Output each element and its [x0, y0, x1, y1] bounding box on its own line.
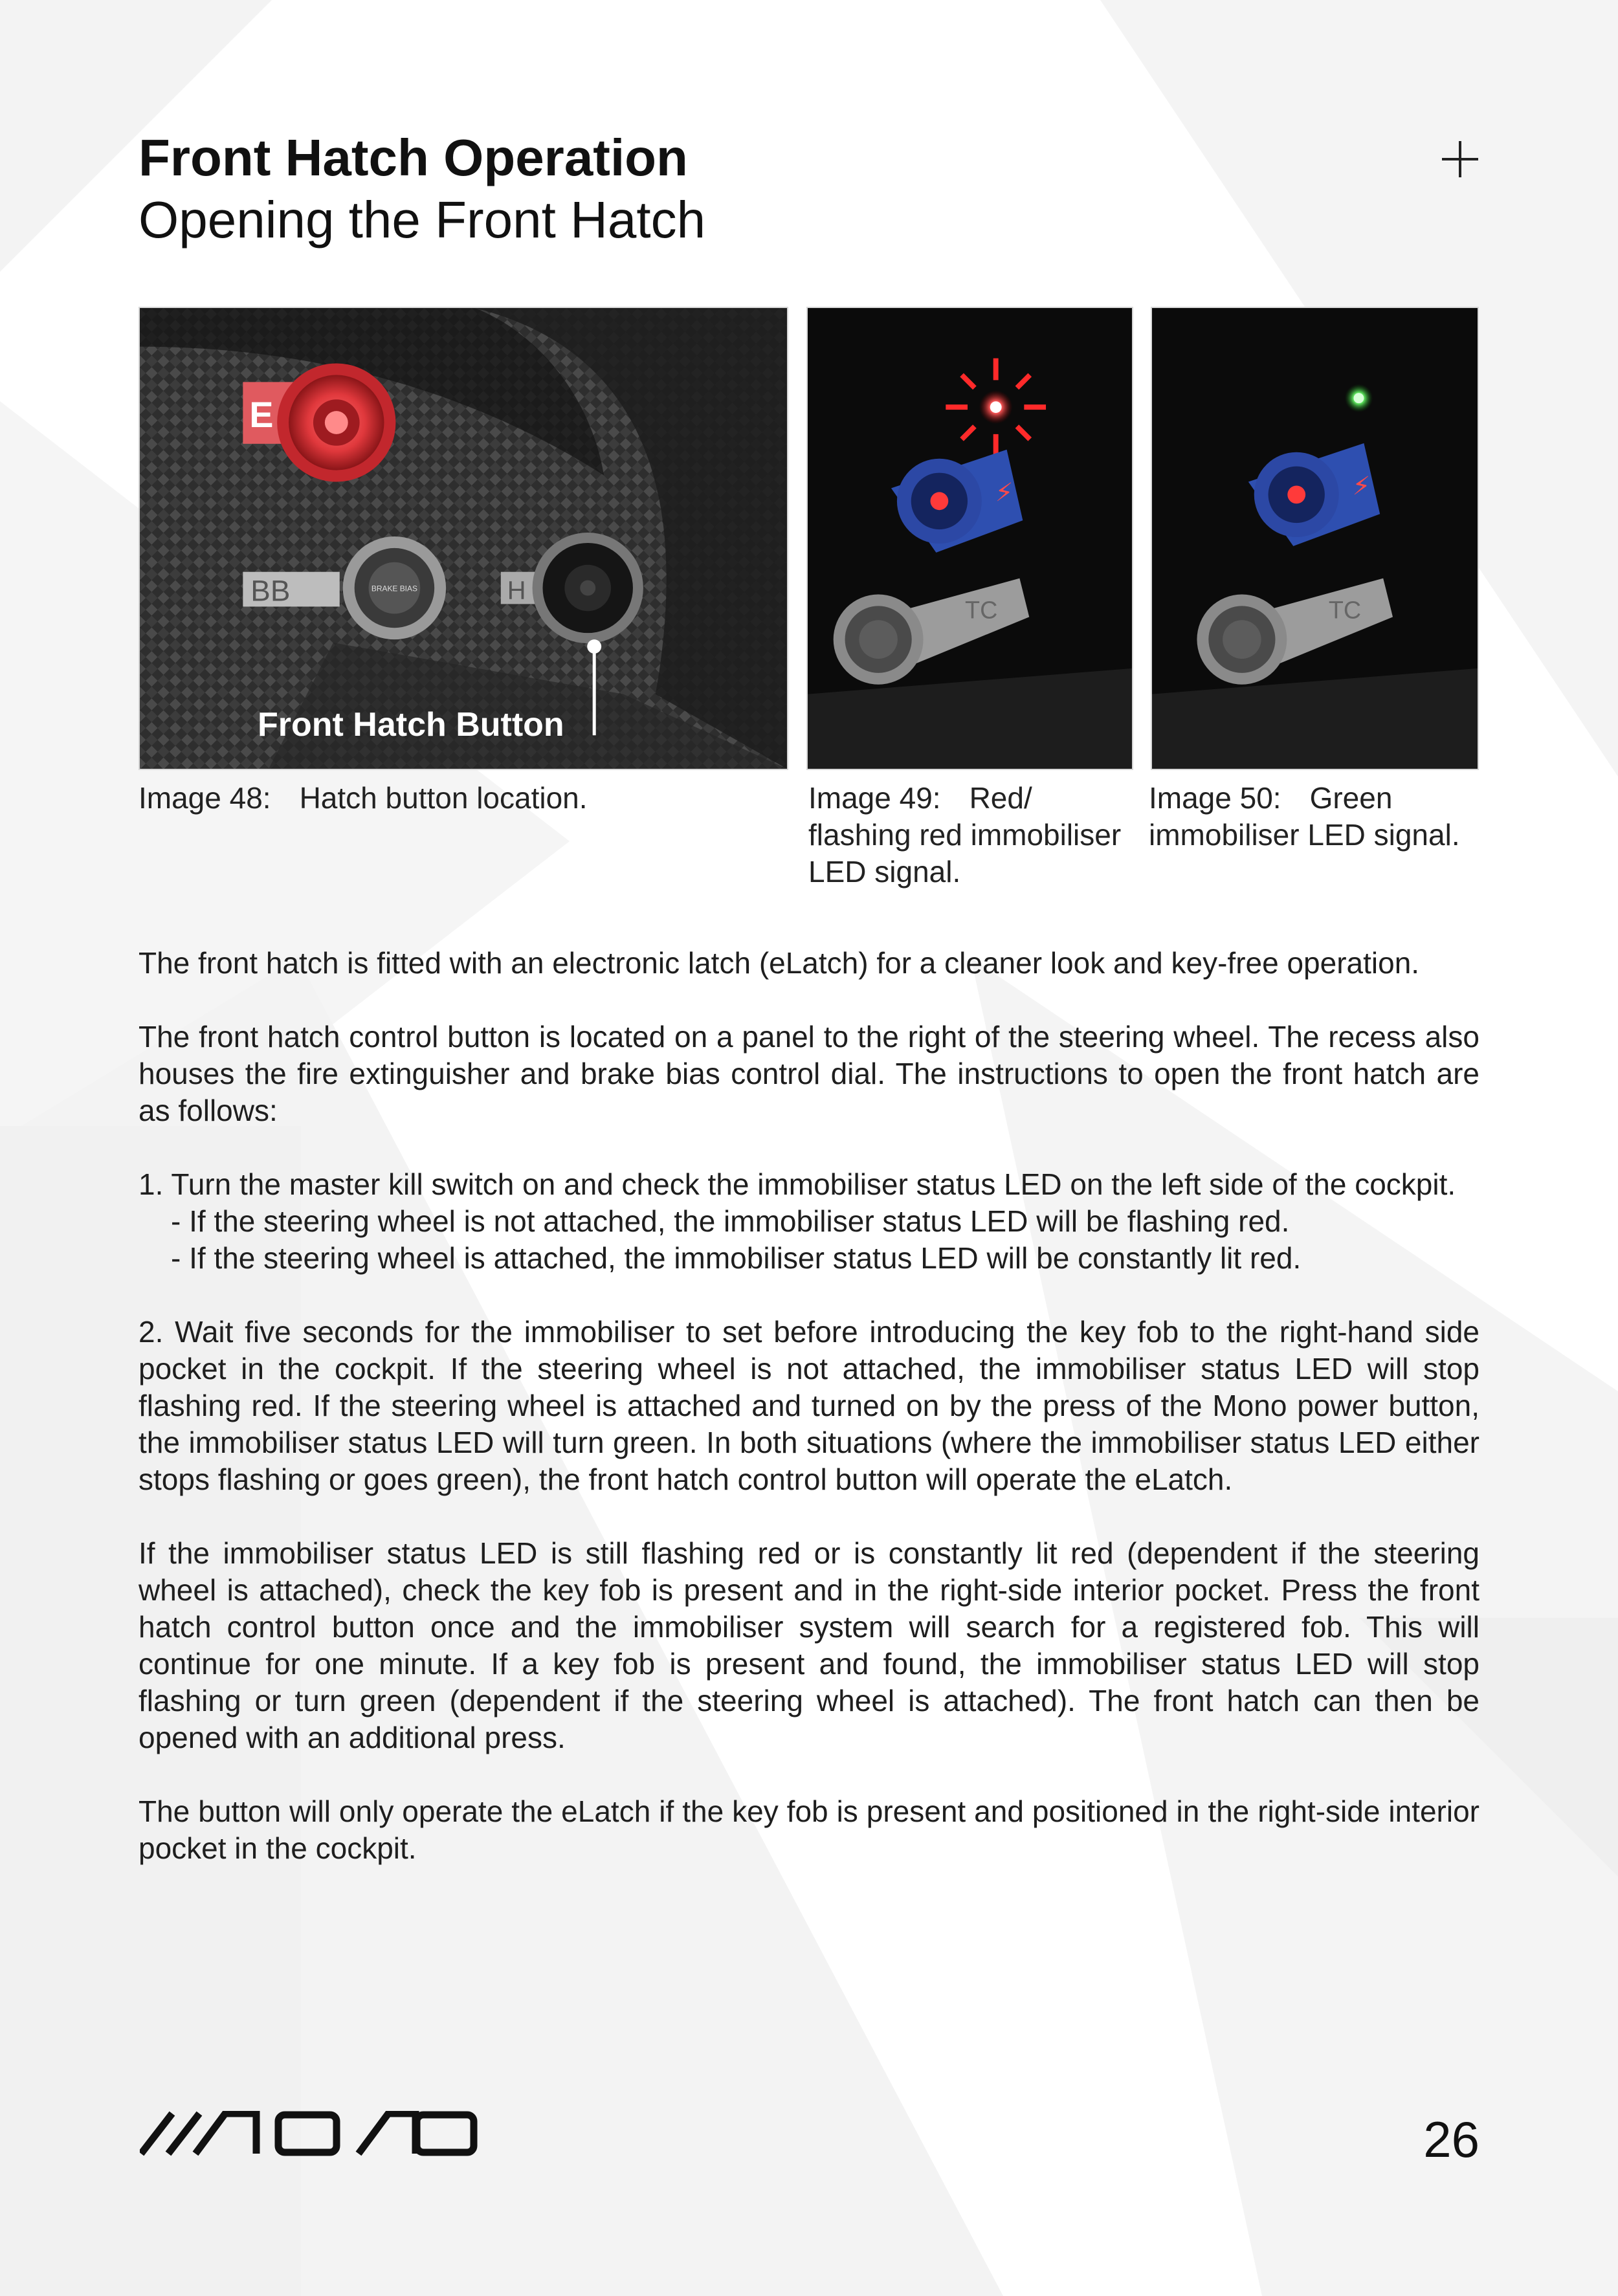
page-title: Front Hatch Operation [139, 129, 688, 186]
mono-logo [140, 2111, 478, 2156]
figure-caption [1149, 780, 1485, 854]
panel-label-e: E [249, 395, 274, 435]
figure-caption-text: Hatch button location. [299, 781, 588, 815]
front-hatch-button-callout: Front Hatch Button [258, 706, 564, 744]
figure-label: Image 48: [139, 781, 271, 815]
hatch-button-photo [139, 307, 788, 770]
paragraph: If the immobiliser status LED is still flashing red or is constantly lit red (dependent if the steering wheel is attached), check the key fob is present and in the right-side interior pocket. Press the front hatch control button once and the immobiliser system will search for a registered fob. This will continue for one minute. If a key fob is present and found, the immobiliser status LED will stop flashing or turn green (dependent if the steering wheel is attached). The front hatch can then be opened with an additional press. [139, 1536, 1479, 1754]
figure-label: Image 49: [808, 781, 941, 815]
paragraph: The button will only operate the eLatch if the key fob is present and positioned in the right-side interior pocket in the cockpit. [139, 1794, 1479, 1865]
green-led-photo [1151, 307, 1479, 770]
step-item: 2. Wait five seconds for the immobiliser to set before introducing the key fob to the right-hand side pocket in the cockpit. If the steering wheel is not attached, the immobiliser status LED will stop flashing red. If the steering wheel is attached and turned on by the press of the Mono power button, the immobiliser status LED will turn green. In both situations (where the immobiliser status LED either stops flashing or goes green), the front hatch control button will operate the eLatch. [139, 1315, 1479, 1496]
figure-caption [808, 780, 1132, 890]
plus-icon[interactable] [1441, 140, 1479, 179]
power-bolt-icon: ⚡ [995, 478, 1014, 508]
paragraph: The front hatch is fitted with an electronic latch (eLatch) for a cleaner look and key-free operation. [139, 946, 1420, 980]
panel-label-tc: TC [1328, 596, 1362, 624]
panel-label-brake-bias: BRAKE BIAS [371, 584, 417, 593]
figure-caption [139, 780, 779, 817]
figure-caption-text: Red/ flashing red immobiliser LED signal. [808, 781, 1122, 889]
red-led-photo [806, 307, 1133, 770]
page-subtitle: Opening the Front Hatch [139, 191, 706, 248]
panel-label-bb: BB [250, 574, 291, 608]
page-number: 26 [1423, 2111, 1479, 2168]
body-text [139, 945, 1479, 1904]
paragraph: The front hatch control button is located on a panel to the right of the steering wheel. The recess also houses the fire extinguisher and brake bias control dial. The instructions to open the front hatch are as follows: [139, 1020, 1479, 1127]
panel-label-h: H [507, 576, 526, 605]
figure-caption-text: Green immobiliser LED signal. [1149, 781, 1460, 852]
step-item: 1. Turn the master kill switch on and check the immobiliser status LED on the left side of the cockpit. [139, 1167, 1456, 1201]
step-sub-item: - If the steering wheel is attached, the immobiliser status LED will be constantly lit red. [171, 1241, 1302, 1275]
figure-label: Image 50: [1149, 781, 1281, 815]
step-sub-item: - If the steering wheel is not attached, the immobiliser status LED will be flashing red. [171, 1204, 1290, 1238]
power-bolt-icon: ⚡ [1352, 471, 1371, 502]
panel-label-tc: TC [965, 596, 998, 624]
